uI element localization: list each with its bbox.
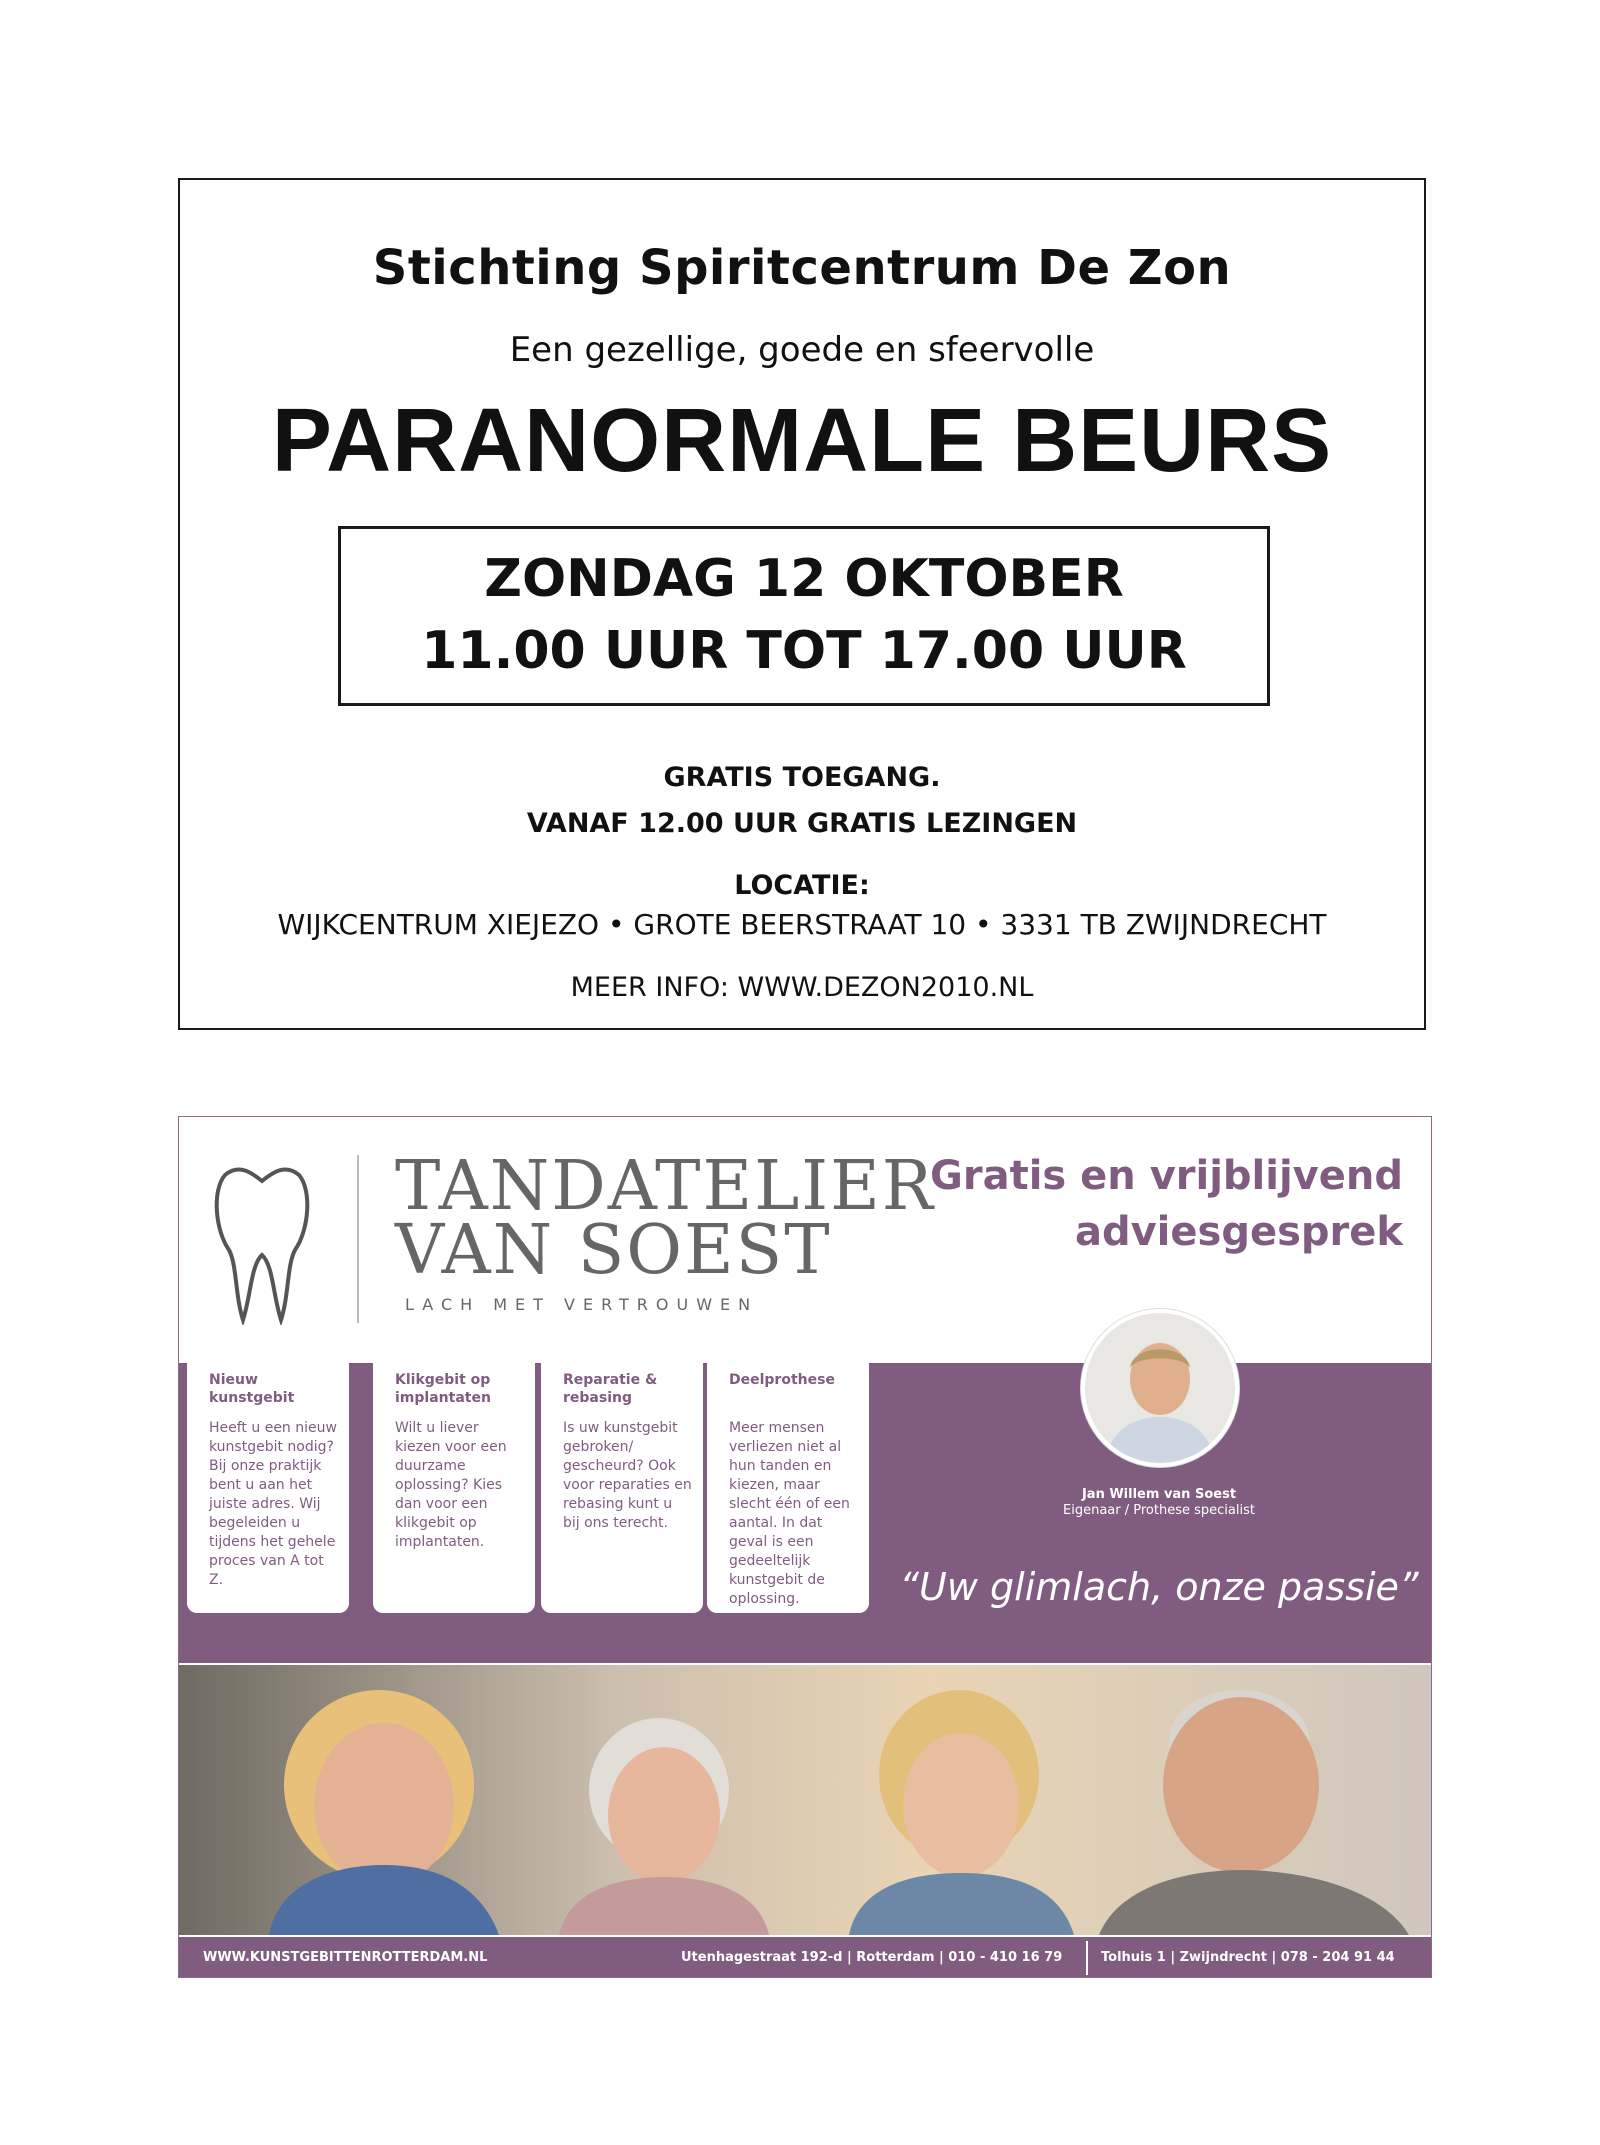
group-photo-image: [179, 1665, 1431, 1935]
owner-role: Eigenaar / Prothese specialist: [1063, 1503, 1255, 1518]
rotterdam-address: Utenhagestraat 192-d | Rotterdam | 010 - 410 16 79: [681, 1950, 1063, 1965]
organization-name: Stichting Spiritcentrum De Zon: [372, 240, 1232, 296]
brand-name-line1: TANDATELIER: [395, 1147, 936, 1226]
card-title: Klikgebit op implantaten: [395, 1372, 491, 1406]
location-address: WIJKCENTRUM XIEJEZO • GROTE BEERSTRAAT 10 • 3331 TB ZWIJNDRECHT: [277, 908, 1327, 941]
offer-heading-line2: adviesgesprek: [1074, 1209, 1403, 1255]
more-info-text: MEER INFO: WWW.DEZON2010.NL: [570, 972, 1034, 1003]
service-card-repair: [541, 1363, 703, 1613]
person-icon: [1085, 1313, 1235, 1463]
tagline: Een gezellige, goede en sfeervolle: [509, 330, 1095, 370]
event-time: 11.00 UUR TOT 17.00 UUR: [421, 621, 1187, 681]
free-entry-text: GRATIS TOEGANG.: [663, 762, 941, 793]
event-headline: PARANORMALE BEURS: [271, 391, 1333, 491]
event-date: ZONDAG 12 OKTOBER: [484, 549, 1124, 609]
footer-divider: [1086, 1941, 1088, 1975]
contact-footer: [179, 1937, 1431, 1978]
location-label: LOCATIE:: [734, 870, 870, 901]
brand-slogan: LACH MET VERTROUWEN: [405, 1295, 759, 1314]
offer-heading-line1: Gratis en vrijblijvend: [930, 1153, 1403, 1199]
spiritcentrum-advertisement: [178, 178, 1426, 1030]
logo-divider: [357, 1155, 359, 1323]
brand-name-line2: VAN SOEST: [395, 1211, 832, 1290]
card-title: Deelprothese: [729, 1372, 835, 1388]
date-box: [338, 526, 1270, 706]
website-link[interactable]: WWW.KUNSTGEBITTENROTTERDAM.NL: [203, 1950, 488, 1965]
tandatelier-advertisement: [178, 1116, 1432, 1978]
smiling-seniors-photo: [179, 1665, 1431, 1935]
card-text: Wilt u liever kiezen voor een duurzame oplossing? Kies dan voor een klikgebit op implantaten.: [395, 1420, 507, 1550]
zwijndrecht-address: Tolhuis 1 | Zwijndrecht | 078 - 204 91 44: [1101, 1950, 1395, 1965]
service-card-click-denture: [373, 1363, 535, 1613]
more-info-link[interactable]: [180, 972, 1424, 1003]
card-text: Heeft u een nieuw kunstgebit nodig? Bij onze praktijk bent u aan het juiste adres. Wij begeleiden u tijdens het gehele proces van A tot Z.: [209, 1420, 337, 1588]
owner-photo: [1081, 1309, 1239, 1467]
card-text: Is uw kunstgebit gebroken/ gescheurd? Ook voor reparaties en rebasing kunt u bij ons terecht.: [563, 1420, 692, 1531]
service-card-new-denture: [187, 1363, 349, 1613]
owner-name: Jan Willem van Soest: [1081, 1487, 1237, 1502]
service-card-partial-denture: [707, 1363, 869, 1613]
lectures-text: VANAF 12.00 UUR GRATIS LEZINGEN: [526, 808, 1078, 839]
tooth-logo-icon: [207, 1155, 317, 1325]
card-text: Meer mensen verliezen niet al hun tanden en kiezen, maar slecht één of een aantal. In dat geval is een gedeeltelijk kunstgebit de oplossing.: [729, 1420, 850, 1607]
quote-text: “Uw glimlach, onze passie”: [899, 1565, 1419, 1609]
card-title: Nieuw kunstgebit: [209, 1372, 295, 1406]
card-title: Reparatie & rebasing: [563, 1372, 658, 1406]
